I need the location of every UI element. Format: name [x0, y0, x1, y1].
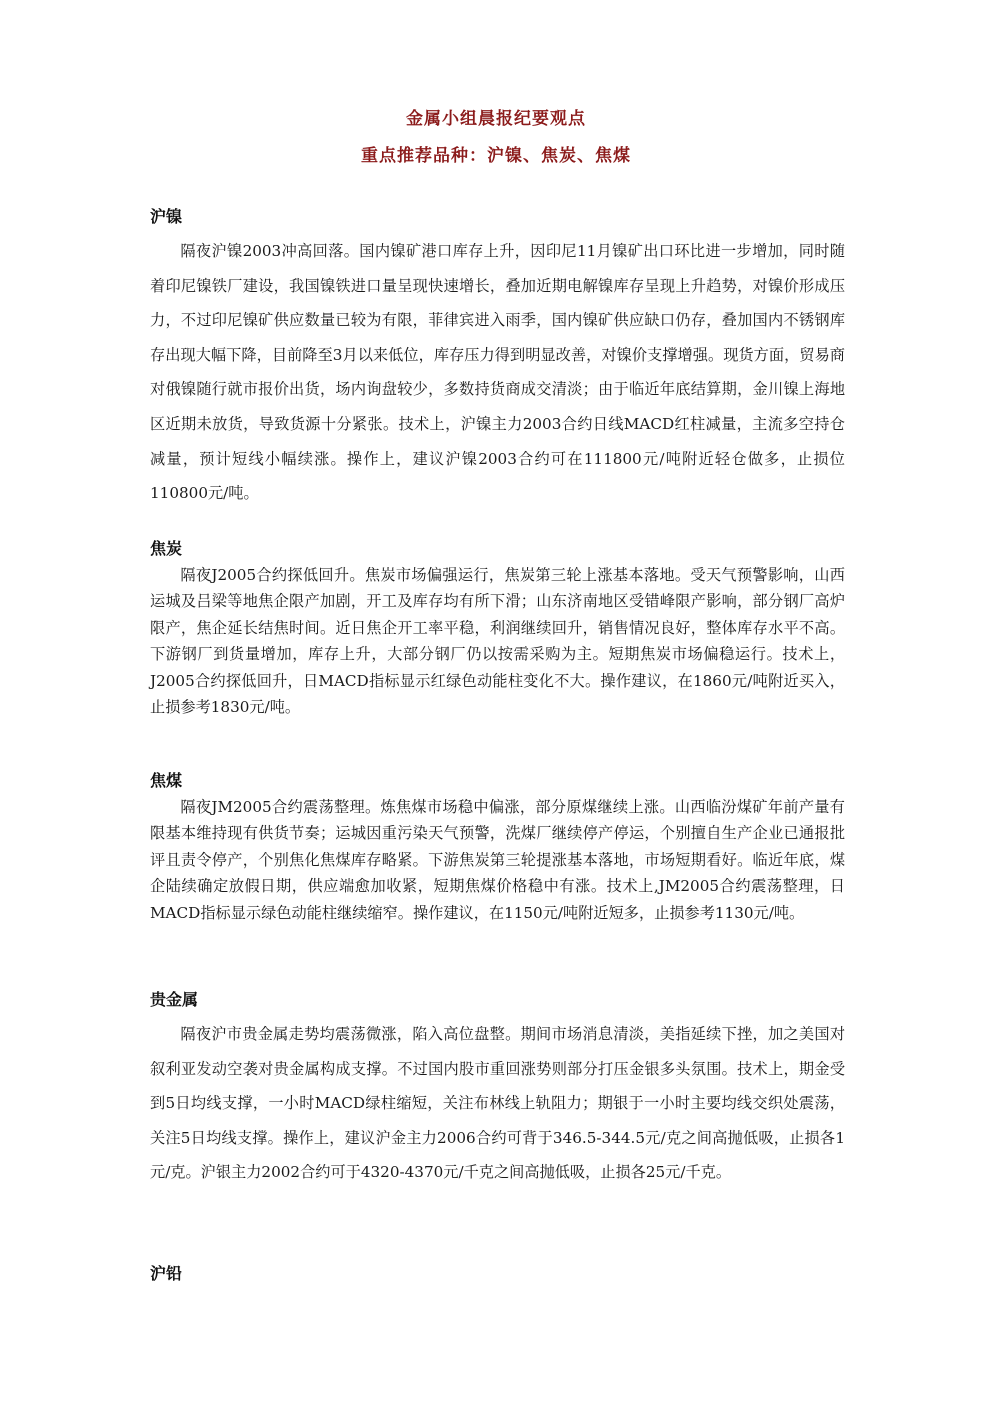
section-lead: [150, 1263, 845, 1285]
section-nickel: [150, 206, 845, 511]
document-subtitle: 重点推荐品种：沪镍、焦炭、焦煤: [361, 146, 631, 166]
section-paragraph: 隔夜沪镍2003冲高回落。国内镍矿港口库存上升，因印尼11月镍矿出口环比进一步增加，同时随着印尼镍铁厂建设，我国镍铁进口量呈现快速增长，叠加近期电解镍库存呈现上升趋势，对镍价形成压力，不过印尼镍矿供应数量已较为有限，菲律宾进入雨季，国内镍矿供应缺口仍存，叠加国内不锈钢库存出现大幅下降，目前降至3月以来低位，库存压力得到明显改善，对镍价支撑增强。现货方面，贸易商对俄镍随行就市报价出货，场内询盘较少，多数持货商成交清淡；由于临近年底结算期，金川镍上海地区近期未放货，导致货源十分紧张。技术上，沪镍主力2003合约日线MACD红柱减量，主流多空持仓减量，预计短线小幅续涨。操作上，建议沪镍2003合约可在111800元/吨附近轻仓做多，止损位110800元/吨。: [150, 242, 845, 503]
section-coke: [150, 538, 845, 720]
section-heading: 焦煤: [150, 771, 183, 790]
section-paragraph: 隔夜J2005合约探低回升。焦炭市场偏强运行，焦炭第三轮上涨基本落地。受天气预警影响，山西运城及吕梁等地焦企限产加剧，开工及库存均有所下滑；山东济南地区受错峰限产影响，部分钢厂高炉限产，焦企延长结焦时间。近日焦企开工率平稳，利润继续回升，销售情况良好，整体库存水平不高。下游钢厂到货量增加，库存上升，大部分钢厂仍以按需采购为主。短期焦炭市场偏稳运行。技术上，J2005合约探低回升，日MACD指标显示红绿色动能柱变化不大。操作建议，在1860元/吨附近买入，止损参考1830元/吨。: [150, 566, 845, 717]
section-heading: 焦炭: [150, 539, 183, 558]
section-coking-coal: [150, 770, 845, 926]
section-paragraph: 隔夜沪市贵金属走势均震荡微涨，陷入高位盘整。期间市场消息清淡，美指延续下挫，加之美国对叙利亚发动空袭对贵金属构成支撑。不过国内股市重回涨势则部分打压金银多头氛围。技术上，期金受到5日均线支撑，一小时MACD绿柱缩短，关注布林线上轨阻力；期银于一小时主要均线交织处震荡，关注5日均线支撑。操作上，建议沪金主力2006合约可背于346.5-344.5元/克之间高抛低吸，止损各1元/克。沪银主力2002合约可于4320-4370元/千克之间高抛低吸，止损各25元/千克。: [150, 1025, 845, 1182]
section-precious-metals: [150, 989, 845, 1190]
section-heading: 沪铅: [150, 1264, 183, 1283]
document-title: 金属小组晨报纪要观点: [406, 109, 586, 129]
section-heading: 贵金属: [150, 990, 199, 1009]
section-paragraph: 隔夜JM2005合约震荡整理。炼焦煤市场稳中偏涨，部分原煤继续上涨。山西临汾煤矿年前产量有限基本维持现有供货节奏；运城因重污染天气预警，洗煤厂继续停产停运，个别擅自生产企业已通报批评且责令停产，个别焦化焦煤库存略紧。下游焦炭第三轮提涨基本落地，市场短期看好。临近年底，煤企陆续确定放假日期，供应端愈加收紧，短期焦煤价格稳中有涨。技术上,JM2005合约震荡整理，日MACD指标显示绿色动能柱继续缩窄。操作建议，在1150元/吨附近短多，止损参考1130元/吨。: [150, 798, 845, 922]
section-heading: 沪镍: [150, 207, 183, 226]
